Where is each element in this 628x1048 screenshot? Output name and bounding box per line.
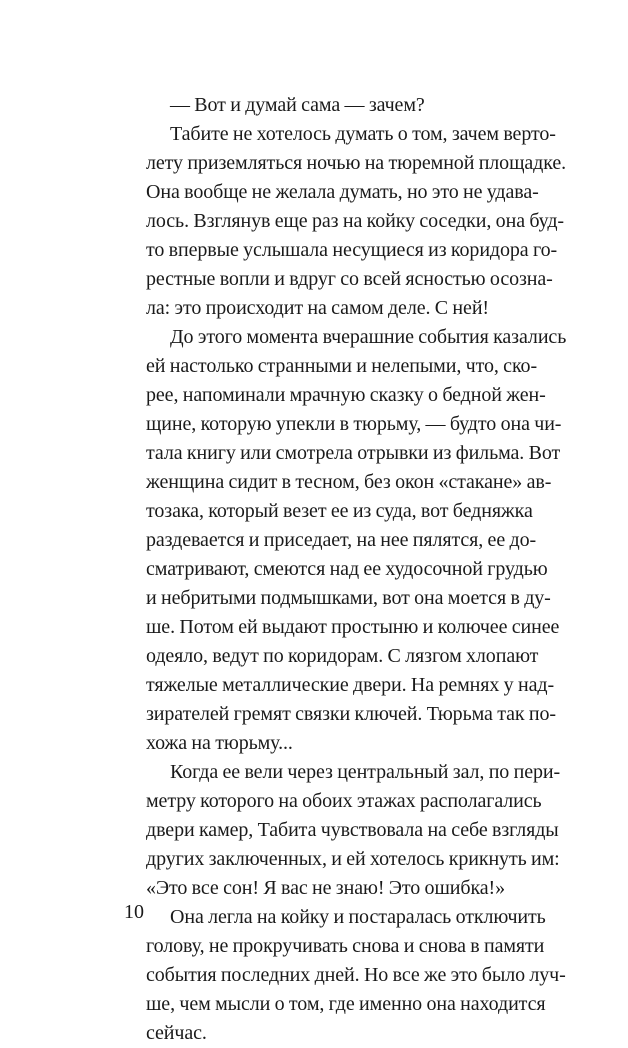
text-line: раздевается и приседает, на нее пялятся, ее до- xyxy=(146,529,537,551)
text-line: ше, чем мысли о том, где именно она находится xyxy=(146,993,546,1015)
paragraph xyxy=(122,903,566,1048)
paragraph xyxy=(122,120,567,323)
paragraph xyxy=(122,758,561,903)
text-line: сматривают, смеются над ее худосочной грудью xyxy=(146,558,548,580)
text-line: зирателей гремят связки ключей. Тюрьма так по- xyxy=(146,703,556,725)
paragraph xyxy=(122,91,512,120)
text-line: рестные вопли и вдруг со всей ясностью осозна- xyxy=(146,268,553,290)
text-line: других заключенных, и ей хотелось крикнуть им: xyxy=(146,848,560,870)
text-line: Она вообще не желала думать, но это не удава- xyxy=(146,181,539,203)
text-line: лету приземляться ночью на тюремной площадке. xyxy=(146,152,567,174)
text-line: «Это все сон! Я вас не знаю! Это ошибка!» xyxy=(146,877,505,899)
text-line: Она легла на койку и постаралась отключить xyxy=(170,906,546,928)
text-line: голову, не прокручивать снова и снова в памяти xyxy=(146,935,545,957)
text-line: ей настолько странными и нелепыми, что, ско- xyxy=(146,355,538,377)
text-line: рее, напоминали мрачную сказку о бедной жен- xyxy=(146,384,546,406)
text-line: лось. Взглянув еще раз на койку соседки, она буд- xyxy=(146,210,564,232)
text-line: события последних дней. Но все же это было луч- xyxy=(146,964,566,986)
text-line: хожа на тюрьму... xyxy=(146,732,293,754)
text-line: и небритыми подмышками, вот она моется в ду- xyxy=(146,587,551,609)
page-number: 10 xyxy=(124,901,144,923)
text-line: двери камер, Табита чувствовала на себе взгляды xyxy=(146,819,559,841)
text-line: Табите не хотелось думать о том, зачем верто- xyxy=(170,123,556,145)
text-line: женщина сидит в тесном, без окон «стакане» ав- xyxy=(146,471,552,493)
text-line: метру которого на обоих этажах располагались xyxy=(146,790,542,812)
text-line: тала книгу или смотрела отрывки из фильма. Вот xyxy=(146,442,561,464)
text-line: тозака, который везет ее из суда, вот бедняжка xyxy=(146,500,533,522)
text-line: одеяло, ведут по коридорам. С лязгом хлопают xyxy=(146,645,539,667)
text-line: До этого момента вчерашние события казались xyxy=(170,326,567,348)
text-line: тяжелые металлические двери. На ремнях у над- xyxy=(146,674,554,696)
text-line: щине, которую упекли в тюрьму, — будто она чи- xyxy=(146,413,562,435)
text-line: Когда ее вели через центральный зал, по пери- xyxy=(170,761,561,783)
text-line: сейчас. xyxy=(146,1022,207,1044)
text-line: ше. Потом ей выдают простыню и колючее синее xyxy=(146,616,560,638)
paragraph xyxy=(122,323,567,758)
text-line: ла: это происходит на самом деле. С ней! xyxy=(146,297,489,319)
text-line: то впервые услышала несущиеся из коридора го- xyxy=(146,239,558,261)
text-line: — Вот и думай сама — зачем? xyxy=(170,94,425,116)
